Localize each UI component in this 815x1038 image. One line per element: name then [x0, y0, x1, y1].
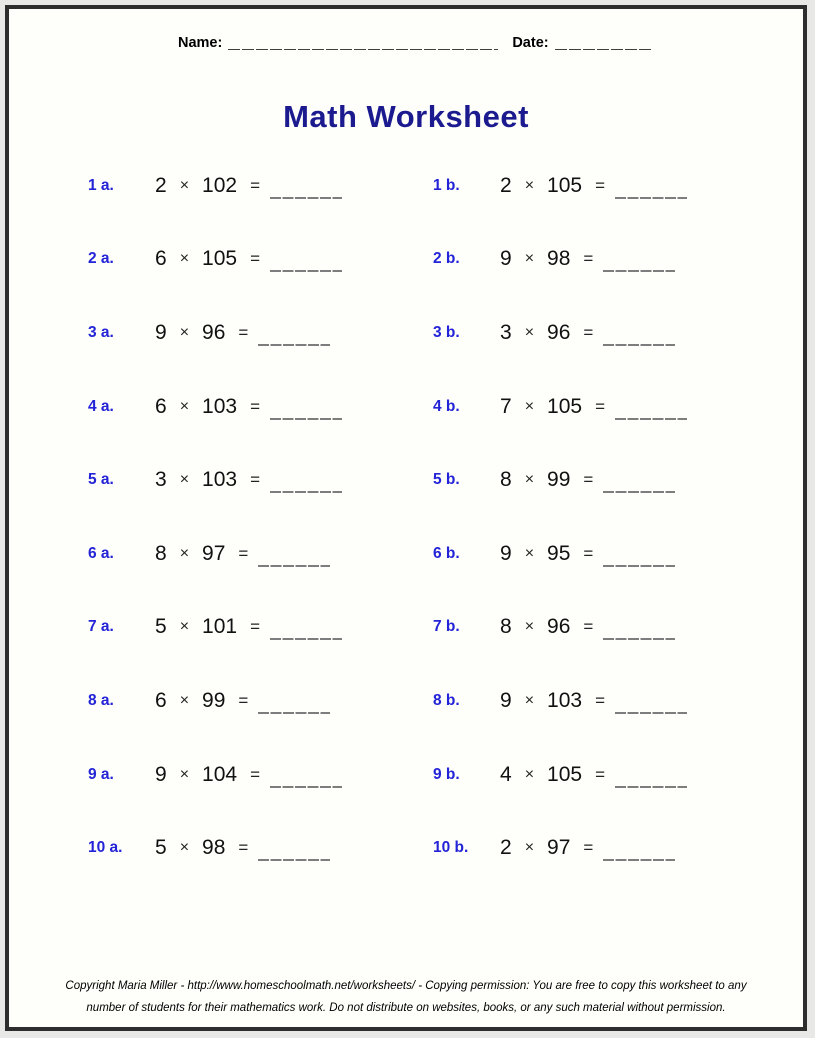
- equals-sign: =: [250, 470, 261, 490]
- times-sign: ×: [179, 691, 190, 709]
- factor-2: 105: [202, 247, 238, 271]
- factor-1: 2: [155, 173, 167, 197]
- copyright-line-1: Copyright Maria Miller - http://www.homeschoolmath.net/worksheets/ - Copying permission: You are free to copy this worksheet to any: [65, 980, 747, 992]
- answer-blank: [615, 404, 687, 420]
- factor-2: 105: [547, 762, 583, 786]
- answer-blank: [615, 183, 687, 199]
- answer-blank: [270, 404, 342, 420]
- equals-sign: =: [238, 690, 249, 710]
- problem-expression: [155, 836, 330, 860]
- problem-row-7: [9, 591, 803, 665]
- factor-2: 96: [547, 615, 571, 639]
- times-sign: ×: [524, 544, 535, 562]
- problem-row-6: [9, 517, 803, 591]
- factor-2: 103: [202, 394, 238, 418]
- answer-blank: [258, 845, 330, 861]
- page-title: Math Worksheet: [283, 99, 529, 134]
- equals-sign: =: [250, 617, 261, 637]
- answer-blank: [603, 477, 675, 493]
- answer-blank: [270, 183, 342, 199]
- problem-expression: [500, 321, 675, 345]
- problem-number: 1 a.: [88, 176, 114, 194]
- problem-number: 4 a.: [88, 397, 114, 415]
- problem-7a: [88, 615, 433, 639]
- times-sign: ×: [524, 176, 535, 194]
- problem-expression: [155, 689, 330, 713]
- problem-expression: [500, 395, 687, 419]
- problem-2b: [433, 247, 675, 271]
- name-label: Name:: [178, 35, 223, 51]
- equals-sign: =: [250, 249, 261, 269]
- equals-sign: =: [595, 764, 606, 784]
- times-sign: ×: [179, 471, 190, 489]
- factor-1: 9: [155, 320, 167, 344]
- answer-blank: [603, 624, 675, 640]
- factor-2: 97: [202, 541, 226, 565]
- problem-expression: [155, 395, 342, 419]
- equals-sign: =: [583, 470, 594, 490]
- factor-1: 7: [500, 394, 512, 418]
- factor-2: 105: [547, 394, 583, 418]
- times-sign: ×: [524, 765, 535, 783]
- equals-sign: =: [238, 543, 249, 563]
- problem-number: 6 a.: [88, 544, 114, 562]
- answer-blank: [615, 772, 687, 788]
- answer-blank: [258, 698, 330, 714]
- worksheet-page: [5, 5, 807, 1031]
- problem-number: 1 b.: [433, 176, 460, 194]
- problem-expression: [500, 836, 675, 860]
- problem-8a: [88, 689, 433, 713]
- date-label: Date:: [512, 35, 549, 51]
- factor-2: 103: [202, 468, 238, 492]
- problem-6b: [433, 542, 675, 566]
- problem-row-2: [9, 223, 803, 297]
- problem-expression: [500, 174, 687, 198]
- factor-2: 97: [547, 836, 571, 860]
- times-sign: ×: [179, 618, 190, 636]
- equals-sign: =: [583, 543, 594, 563]
- problem-number: 2 b.: [433, 250, 460, 268]
- problem-expression: [500, 689, 687, 713]
- problem-expression: [155, 542, 330, 566]
- problem-6a: [88, 542, 433, 566]
- factor-1: 5: [155, 615, 167, 639]
- answer-blank: [603, 551, 675, 567]
- date-blank-line: [555, 35, 651, 51]
- copyright-line-2: number of students for their mathematics work. Do not distribute on websites, books, or any such material without permission.: [86, 1002, 726, 1014]
- factor-1: 9: [500, 541, 512, 565]
- equals-sign: =: [595, 396, 606, 416]
- problem-row-1: [9, 149, 803, 223]
- problem-expression: [500, 468, 675, 492]
- factor-2: 102: [202, 173, 238, 197]
- problem-4a: [88, 395, 433, 419]
- factor-1: 9: [155, 762, 167, 786]
- problem-expression: [500, 247, 675, 271]
- times-sign: ×: [524, 618, 535, 636]
- times-sign: ×: [524, 471, 535, 489]
- factor-1: 6: [155, 688, 167, 712]
- factor-2: 98: [202, 836, 226, 860]
- factor-1: 5: [155, 836, 167, 860]
- problem-7b: [433, 615, 675, 639]
- problem-number: 5 b.: [433, 471, 460, 489]
- problem-expression: [155, 321, 330, 345]
- problem-expression: [155, 174, 342, 198]
- problem-expression: [500, 542, 675, 566]
- factor-1: 8: [500, 615, 512, 639]
- problem-number: 8 b.: [433, 691, 460, 709]
- problem-row-9: [9, 738, 803, 812]
- problem-number: 6 b.: [433, 544, 460, 562]
- problem-number: 9 b.: [433, 765, 460, 783]
- factor-2: 99: [547, 468, 571, 492]
- problem-row-4: [9, 370, 803, 444]
- equals-sign: =: [238, 838, 249, 858]
- equals-sign: =: [583, 249, 594, 269]
- problem-expression: [500, 763, 687, 787]
- factor-1: 3: [155, 468, 167, 492]
- times-sign: ×: [524, 323, 535, 341]
- equals-sign: =: [250, 764, 261, 784]
- problem-4b: [433, 395, 687, 419]
- answer-blank: [270, 624, 342, 640]
- problem-row-5: [9, 443, 803, 517]
- times-sign: ×: [179, 765, 190, 783]
- answer-blank: [603, 256, 675, 272]
- answer-blank: [258, 551, 330, 567]
- equals-sign: =: [238, 322, 249, 342]
- factor-1: 2: [500, 173, 512, 197]
- problem-expression: [155, 468, 342, 492]
- problem-expression: [500, 615, 675, 639]
- factor-2: 96: [547, 320, 571, 344]
- answer-blank: [615, 698, 687, 714]
- factor-1: 6: [155, 247, 167, 271]
- problem-row-10: [9, 811, 803, 885]
- factor-2: 105: [547, 173, 583, 197]
- times-sign: ×: [524, 691, 535, 709]
- factor-2: 98: [547, 247, 571, 271]
- answer-blank: [603, 845, 675, 861]
- factor-2: 99: [202, 688, 226, 712]
- problem-expression: [155, 763, 342, 787]
- factor-1: 3: [500, 320, 512, 344]
- problem-number: 3 a.: [88, 323, 114, 341]
- times-sign: ×: [179, 544, 190, 562]
- name-blank-line: [228, 35, 498, 51]
- problem-number: 10 b.: [433, 839, 469, 857]
- equals-sign: =: [583, 617, 594, 637]
- problem-8b: [433, 689, 687, 713]
- factor-2: 101: [202, 615, 238, 639]
- equals-sign: =: [583, 838, 594, 858]
- problem-number: 3 b.: [433, 323, 460, 341]
- factor-1: 8: [500, 468, 512, 492]
- equals-sign: =: [250, 175, 261, 195]
- problem-expression: [155, 615, 342, 639]
- times-sign: ×: [524, 397, 535, 415]
- problem-3b: [433, 321, 675, 345]
- problem-9b: [433, 763, 687, 787]
- answer-blank: [270, 256, 342, 272]
- factor-1: 2: [500, 836, 512, 860]
- problem-1a: [88, 174, 433, 198]
- problem-number: 4 b.: [433, 397, 460, 415]
- answer-blank: [258, 330, 330, 346]
- header: [178, 35, 651, 51]
- answer-blank: [270, 772, 342, 788]
- factor-2: 96: [202, 320, 226, 344]
- factor-2: 104: [202, 762, 238, 786]
- factor-1: 8: [155, 541, 167, 565]
- times-sign: ×: [179, 250, 190, 268]
- answer-blank: [603, 330, 675, 346]
- factor-2: 95: [547, 541, 571, 565]
- times-sign: ×: [524, 839, 535, 857]
- problem-10b: [433, 836, 675, 860]
- equals-sign: =: [250, 396, 261, 416]
- problem-5b: [433, 468, 675, 492]
- times-sign: ×: [179, 176, 190, 194]
- factor-1: 4: [500, 762, 512, 786]
- problem-number: 2 a.: [88, 250, 114, 268]
- problem-2a: [88, 247, 433, 271]
- times-sign: ×: [179, 839, 190, 857]
- problem-9a: [88, 763, 433, 787]
- problem-number: 7 a.: [88, 618, 114, 636]
- equals-sign: =: [595, 175, 606, 195]
- equals-sign: =: [595, 690, 606, 710]
- factor-1: 9: [500, 688, 512, 712]
- copyright-footer: [9, 975, 803, 1019]
- factor-2: 103: [547, 688, 583, 712]
- problem-10a: [88, 836, 433, 860]
- problem-3a: [88, 321, 433, 345]
- times-sign: ×: [179, 323, 190, 341]
- answer-blank: [270, 477, 342, 493]
- problem-row-8: [9, 664, 803, 738]
- times-sign: ×: [179, 397, 190, 415]
- problem-number: 10 a.: [88, 839, 123, 857]
- factor-1: 9: [500, 247, 512, 271]
- problem-5a: [88, 468, 433, 492]
- problem-number: 9 a.: [88, 765, 114, 783]
- problem-number: 8 a.: [88, 691, 114, 709]
- factor-1: 6: [155, 394, 167, 418]
- problem-1b: [433, 174, 687, 198]
- equals-sign: =: [583, 322, 594, 342]
- problem-row-3: [9, 296, 803, 370]
- times-sign: ×: [524, 250, 535, 268]
- problem-expression: [155, 247, 342, 271]
- problem-list: [9, 149, 803, 885]
- problem-number: 7 b.: [433, 618, 460, 636]
- problem-number: 5 a.: [88, 471, 114, 489]
